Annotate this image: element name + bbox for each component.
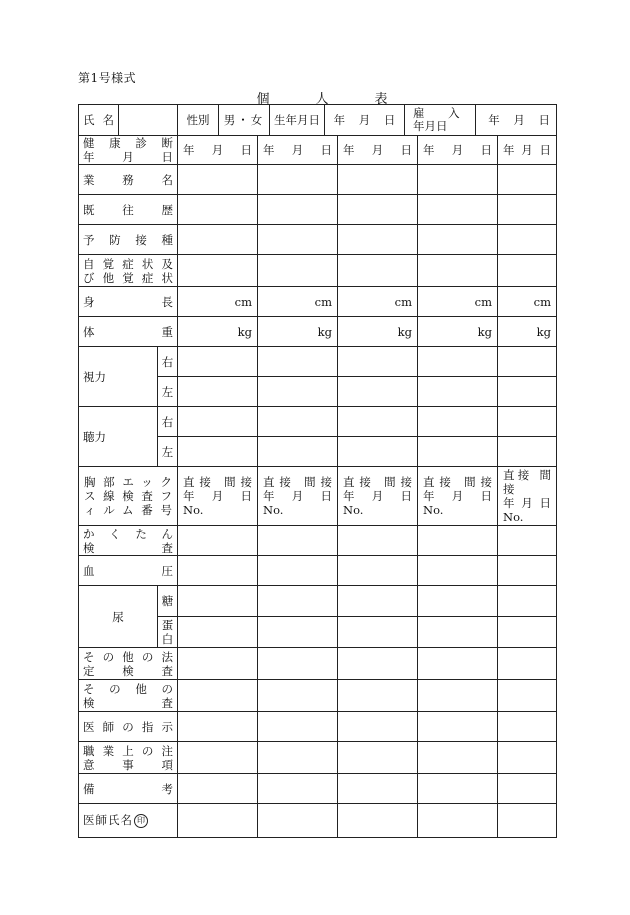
entry-cell[interactable] — [418, 617, 498, 648]
entry-cell[interactable] — [498, 617, 557, 648]
checkup-date-cell[interactable]: 年 月 日 — [498, 136, 557, 165]
checkup-date-cell[interactable]: 年 月 日 — [258, 136, 338, 165]
entry-cell[interactable] — [338, 437, 418, 467]
xray-cell[interactable] — [178, 467, 258, 526]
entry-cell[interactable] — [178, 377, 258, 407]
birth-label: 生年月日 — [270, 105, 325, 135]
entry-cell[interactable] — [338, 526, 418, 556]
entry-cell[interactable] — [258, 195, 338, 225]
xray-cell[interactable] — [338, 467, 418, 526]
table-row — [79, 804, 557, 838]
checkup-date-cell[interactable]: 年 月 日 — [178, 136, 258, 165]
entry-cell[interactable] — [418, 347, 498, 377]
entry-cell[interactable] — [498, 804, 557, 838]
weight-cell[interactable]: kg — [178, 317, 258, 347]
xray-cell[interactable] — [258, 467, 338, 526]
entry-cell[interactable] — [338, 712, 418, 742]
hire-label — [405, 105, 476, 135]
xray-label-line-3: ィルム番号 — [84, 503, 172, 517]
entry-cell[interactable] — [498, 586, 557, 617]
entry-cell[interactable] — [338, 195, 418, 225]
entry-cell[interactable] — [338, 742, 418, 774]
other-tests-label — [79, 680, 178, 712]
sex-options[interactable]: 男・女 — [219, 105, 270, 135]
urine-label: 尿 — [79, 586, 158, 648]
entry-cell[interactable] — [418, 712, 498, 742]
table-row — [79, 586, 557, 617]
table-row — [79, 225, 557, 255]
weight-cell[interactable]: kg — [418, 317, 498, 347]
entry-cell[interactable] — [258, 377, 338, 407]
form-title: 個人表 — [256, 92, 434, 107]
height-cell[interactable]: cm — [258, 287, 338, 317]
entry-cell[interactable] — [338, 680, 418, 712]
entry-cell[interactable] — [178, 526, 258, 556]
table-row — [79, 136, 557, 165]
header-combined — [178, 105, 557, 136]
entry-cell[interactable] — [178, 347, 258, 377]
xray-cell-line-1: 直接 間接 — [343, 475, 412, 489]
height-cell[interactable]: cm — [338, 287, 418, 317]
blood-pressure-label: 血圧 — [79, 556, 178, 586]
table-row — [79, 287, 557, 317]
entry-cell[interactable] — [258, 556, 338, 586]
entry-cell[interactable] — [338, 347, 418, 377]
entry-cell[interactable] — [498, 526, 557, 556]
doctor-name-label — [79, 804, 178, 838]
symptoms-label-line-1: 自覚症状及 — [83, 256, 173, 271]
checkup-date-cell[interactable]: 年 月 日 — [418, 136, 498, 165]
entry-cell[interactable] — [418, 680, 498, 712]
entry-cell[interactable] — [338, 648, 418, 680]
entry-cell[interactable] — [178, 225, 258, 255]
xray-cell-line-2: 年 月 日 — [263, 489, 332, 503]
entry-cell[interactable] — [258, 742, 338, 774]
entry-cell[interactable] — [498, 680, 557, 712]
checkup-date-label — [79, 136, 178, 165]
birth-date[interactable]: 年 月 日 — [325, 105, 405, 135]
sugar-label: 糖 — [158, 586, 178, 617]
work-notes-label — [79, 742, 178, 774]
entry-cell[interactable] — [178, 648, 258, 680]
xray-label-line-2: ス線検査フ — [84, 489, 172, 503]
entry-cell[interactable] — [258, 165, 338, 195]
hire-label-line-2: 年月日 — [413, 119, 448, 133]
entry-cell[interactable] — [338, 586, 418, 617]
entry-cell[interactable] — [258, 347, 338, 377]
xray-cell[interactable] — [498, 467, 557, 526]
hearing-label: 聴力 — [79, 407, 158, 467]
entry-cell[interactable] — [258, 804, 338, 838]
entry-cell[interactable] — [338, 255, 418, 287]
name-label: 氏名 — [79, 105, 119, 136]
entry-cell[interactable] — [498, 437, 557, 467]
remarks-label: 備考 — [79, 774, 178, 804]
sputum-label-line-2: 検査 — [83, 540, 173, 555]
entry-cell[interactable] — [418, 377, 498, 407]
form-number-label: 第1号様式 — [78, 71, 137, 85]
height-label: 身長 — [79, 287, 178, 317]
entry-cell[interactable] — [258, 712, 338, 742]
table-row — [79, 317, 557, 347]
weight-cell[interactable]: kg — [258, 317, 338, 347]
entry-cell[interactable] — [178, 680, 258, 712]
entry-cell[interactable] — [418, 407, 498, 437]
entry-cell[interactable] — [258, 526, 338, 556]
entry-cell[interactable] — [338, 617, 418, 648]
entry-cell[interactable] — [338, 225, 418, 255]
name-field[interactable] — [119, 105, 178, 136]
xray-cell-line-2: 年 月 日 — [183, 489, 252, 503]
weight-cell[interactable]: kg — [498, 317, 557, 347]
entry-cell[interactable] — [418, 648, 498, 680]
vaccination-label: 予防接種 — [79, 225, 178, 255]
table-row — [79, 712, 557, 742]
entry-cell[interactable] — [418, 556, 498, 586]
sex-label: 性別 — [178, 105, 219, 135]
xray-cell-line-3: No. — [503, 510, 524, 524]
header-row — [79, 105, 557, 136]
table-row — [79, 165, 557, 195]
entry-cell[interactable] — [258, 617, 338, 648]
table-row — [79, 347, 557, 377]
entry-cell[interactable] — [498, 407, 557, 437]
height-cell[interactable]: cm — [418, 287, 498, 317]
personal-record-table — [78, 104, 557, 838]
entry-cell[interactable] — [178, 617, 258, 648]
entry-cell[interactable] — [178, 437, 258, 467]
entry-cell[interactable] — [498, 255, 557, 287]
entry-cell[interactable] — [418, 165, 498, 195]
entry-cell[interactable] — [418, 804, 498, 838]
entry-cell[interactable] — [498, 742, 557, 774]
entry-cell[interactable] — [418, 586, 498, 617]
history-label: 既往歴 — [79, 195, 178, 225]
weight-label: 体重 — [79, 317, 178, 347]
doctor-name-text: 医師氏名 — [83, 813, 133, 827]
xray-cell-line-3: No. — [263, 503, 284, 517]
entry-cell[interactable] — [498, 377, 557, 407]
table-row — [79, 556, 557, 586]
entry-cell[interactable] — [178, 774, 258, 804]
entry-cell[interactable] — [178, 195, 258, 225]
xray-label — [79, 467, 178, 526]
entry-cell[interactable] — [258, 225, 338, 255]
table-row — [79, 742, 557, 774]
table-row — [79, 195, 557, 225]
table-row — [79, 526, 557, 556]
seal-icon: 印 — [134, 814, 148, 828]
protein-label: 蛋白 — [158, 617, 178, 648]
entry-cell[interactable] — [498, 712, 557, 742]
entry-cell[interactable] — [418, 526, 498, 556]
entry-cell[interactable] — [178, 407, 258, 437]
entry-cell[interactable] — [498, 774, 557, 804]
entry-cell[interactable] — [178, 742, 258, 774]
entry-cell[interactable] — [258, 255, 338, 287]
entry-cell[interactable] — [178, 556, 258, 586]
hearing-left-label: 左 — [158, 437, 178, 467]
entry-cell[interactable] — [498, 556, 557, 586]
entry-cell[interactable] — [418, 742, 498, 774]
vision-left-label: 左 — [158, 377, 178, 407]
vision-right-label: 右 — [158, 347, 178, 377]
entry-cell[interactable] — [338, 377, 418, 407]
work-notes-label-line-2: 意事項 — [83, 757, 173, 772]
xray-cell[interactable] — [418, 467, 498, 526]
hire-date[interactable]: 年 月 日 — [488, 113, 551, 127]
symptoms-label — [79, 255, 178, 287]
entry-cell[interactable] — [498, 225, 557, 255]
entry-cell[interactable] — [498, 347, 557, 377]
entry-cell[interactable] — [338, 804, 418, 838]
entry-cell[interactable] — [258, 680, 338, 712]
xray-cell-line-1: 直接 間接 — [263, 475, 332, 489]
other-legal-label-line-2: 定検査 — [83, 663, 173, 678]
entry-cell[interactable] — [178, 255, 258, 287]
entry-cell[interactable] — [498, 165, 557, 195]
entry-cell[interactable] — [498, 648, 557, 680]
entry-cell[interactable] — [418, 225, 498, 255]
checkup-date-cell[interactable]: 年 月 日 — [338, 136, 418, 165]
entry-cell[interactable] — [338, 774, 418, 804]
xray-cell-line-2: 年 月 日 — [343, 489, 412, 503]
xray-cell-line-1: 直接 間接 — [183, 475, 252, 489]
entry-cell[interactable] — [258, 774, 338, 804]
vision-label: 視力 — [79, 347, 158, 407]
entry-cell[interactable] — [258, 437, 338, 467]
entry-cell[interactable] — [258, 586, 338, 617]
symptoms-label-line-2: び他覚症状 — [83, 270, 173, 285]
entry-cell[interactable] — [418, 774, 498, 804]
hearing-right-label: 右 — [158, 407, 178, 437]
hire-label-line-1: 雇 入 — [413, 106, 470, 120]
height-cell[interactable]: cm — [178, 287, 258, 317]
xray-cell-line-1: 直接 間接 — [423, 475, 492, 489]
sputum-label — [79, 526, 178, 556]
entry-cell[interactable] — [338, 165, 418, 195]
entry-cell[interactable] — [178, 586, 258, 617]
table-row — [79, 648, 557, 680]
checkup-date-label-line-2: 年 月 日 — [83, 150, 173, 164]
xray-cell-line-2: 年 月 日 — [503, 496, 552, 510]
work-notes-label-line-1: 職業上の注 — [83, 743, 173, 758]
entry-cell[interactable] — [178, 712, 258, 742]
entry-cell[interactable] — [418, 195, 498, 225]
table-row — [79, 255, 557, 287]
other-legal-label — [79, 648, 178, 680]
xray-cell-line-3: No. — [423, 503, 444, 517]
other-tests-label-line-2: 検査 — [83, 695, 173, 710]
entry-cell[interactable] — [338, 407, 418, 437]
checkup-date-label-line-1: 健康診断 — [83, 136, 173, 150]
entry-cell[interactable] — [258, 407, 338, 437]
other-tests-label-line-1: その他の — [83, 681, 173, 696]
entry-cell[interactable] — [338, 556, 418, 586]
xray-cell-line-1: 直接 間接 — [503, 468, 552, 496]
entry-cell[interactable] — [178, 804, 258, 838]
table-row — [79, 774, 557, 804]
entry-cell[interactable] — [418, 437, 498, 467]
entry-cell[interactable] — [418, 255, 498, 287]
weight-cell[interactable]: kg — [338, 317, 418, 347]
other-legal-label-line-1: その他の法 — [83, 649, 173, 664]
height-cell[interactable]: cm — [498, 287, 557, 317]
xray-label-line-1: 胸部エック — [84, 475, 172, 489]
job-label: 業務名 — [79, 165, 178, 195]
table-row — [79, 680, 557, 712]
entry-cell[interactable] — [498, 195, 557, 225]
xray-cell-line-3: No. — [343, 503, 364, 517]
xray-cell-line-2: 年 月 日 — [423, 489, 492, 503]
doctor-instruction-label: 医師の指示 — [79, 712, 178, 742]
table-row — [79, 407, 557, 437]
xray-cell-line-3: No. — [183, 503, 204, 517]
entry-cell[interactable] — [178, 165, 258, 195]
table-row — [79, 467, 557, 526]
sputum-label-line-1: かくたん — [83, 526, 173, 541]
entry-cell[interactable] — [258, 648, 338, 680]
